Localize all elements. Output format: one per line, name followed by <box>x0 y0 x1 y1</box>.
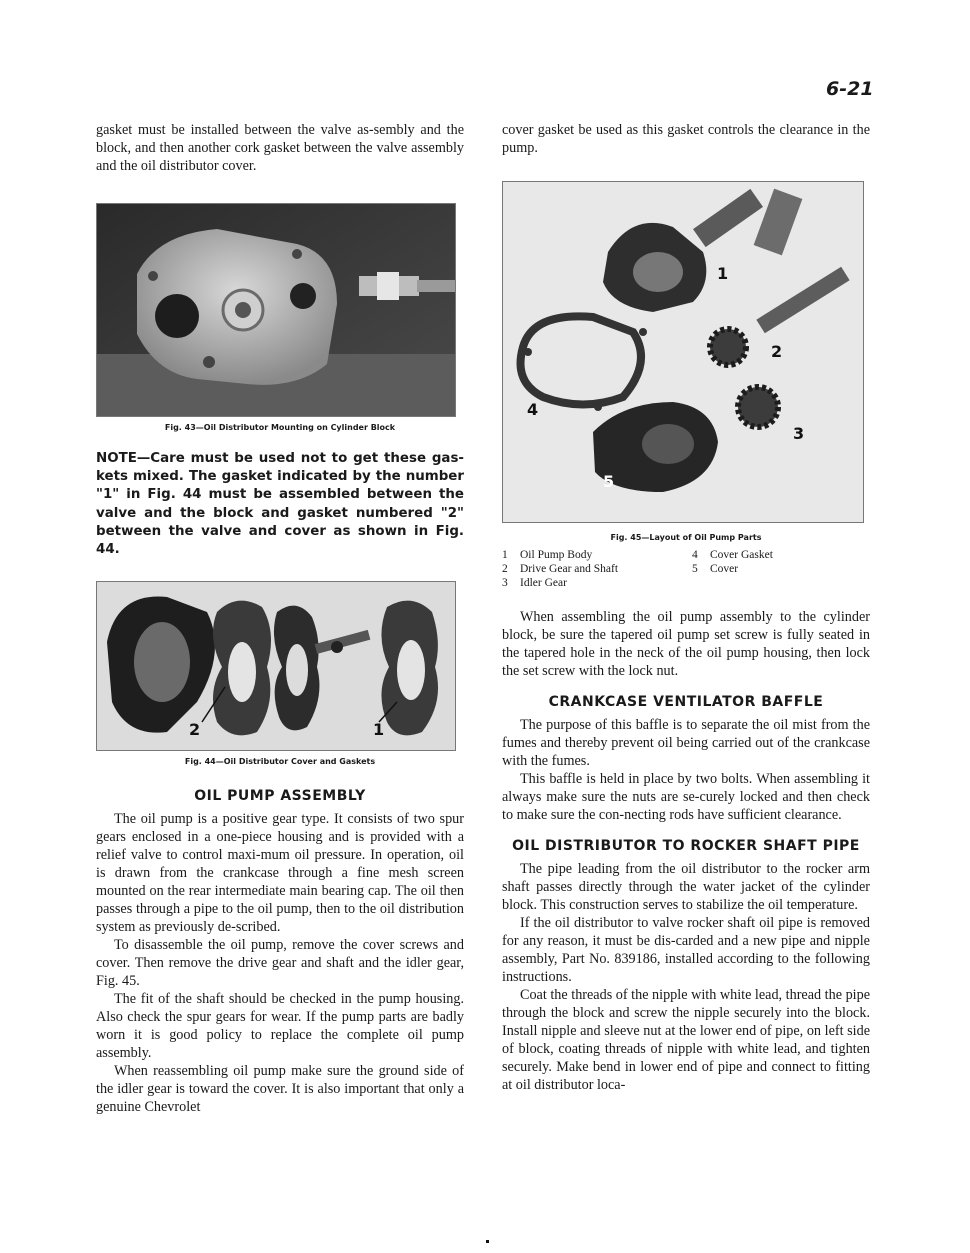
left-column <box>96 121 464 1116</box>
pipe-paragraph-3: Coat the threads of the nipple with white lead, thread the pipe through the block and screw the nipple securely into the block. Install nipple and sleeve nut at the lower end of pipe, on left side of block, coating threads of nipple with white lead, and tighten securely. Make bend in lower end of pipe and connect to fitting at oil distributor loca- <box>502 987 870 1093</box>
figure-44-caption: Fig. 44—Oil Distributor Cover and Gaskets <box>184 757 376 767</box>
right-column <box>502 121 870 1094</box>
pump-assembly-paragraph: When assembling the oil pump assembly to the cylinder block, be sure the tapered oil pump set screw is fully seated in the tapered hole in the neck of the oil pump housing, then lock the set screw with the lock nut. <box>502 609 870 679</box>
crankcase-baffle-heading: CRANKCASE VENTILATOR BAFFLE <box>548 694 824 710</box>
oil-distributor-photo <box>97 204 455 416</box>
parts-list-item: 4 Cover Gasket <box>692 549 773 561</box>
rocker-shaft-pipe-heading: OIL DISTRIBUTOR TO ROCKER SHAFT PIPE <box>512 838 860 854</box>
parts-list <box>502 548 870 590</box>
baffle-paragraph-2: This baffle is held in place by two bolts. When assembling it always make sure the nuts are se-curely locked and then check to make sure the con-necting rods have sufficient clearance. <box>502 771 870 823</box>
oil-pump-paragraph-3: The fit of the shaft should be checked in the pump housing. Also check the spur gears for wear. If the pump parts are badly worn it is good policy to replace the complete oil pump assembly. <box>96 991 464 1062</box>
figure-43-photo <box>96 203 456 417</box>
parts-list-item: 1 Oil Pump Body <box>502 549 593 561</box>
oil-pump-paragraph-1: The oil pump is a positive gear type. It consists of two spur gears enclosed in a one-piece housing and is provided with a relief valve to control maxi-mum oil pressure. In operation, oil is drawn from the crankcase through a fine mesh screen mounted on the rear intermediate main bearing cap. The oil then passes through a pipe to the oil pump, then to the oil distribution system as previously de-scribed. <box>96 811 464 936</box>
parts-list-item: 2 Drive Gear and Shaft <box>502 563 619 575</box>
oil-pump-parts-photo <box>503 182 863 522</box>
page-dot <box>486 1240 489 1243</box>
parts-list-item: 5 Cover <box>692 563 739 575</box>
oil-pump-assembly-heading: OIL PUMP ASSEMBLY <box>194 788 366 805</box>
figure-45-label-5: 5 <box>603 472 615 491</box>
figure-45-label-4: 4 <box>527 400 539 419</box>
figure-44-label-2: 2 <box>189 720 201 740</box>
page-number: 6-21 <box>826 78 874 100</box>
baffle-paragraph-1: The purpose of this baffle is to separate the oil mist from the fumes and thereby prevent oil being carried out of the crankcase with the fumes. <box>502 717 870 769</box>
figure-45-label-3: 3 <box>793 424 805 443</box>
right-intro-text: cover gasket be used as this gasket controls the clearance in the pump. <box>502 122 870 156</box>
figure-45-photo <box>502 181 864 523</box>
figure-45-label-2: 2 <box>771 342 783 361</box>
oil-pump-paragraph-2: To disassemble the oil pump, remove the cover screws and cover. Then remove the drive gear and shaft and the idler gear, Fig. 45. <box>96 937 464 990</box>
cover-and-gaskets-photo <box>97 582 455 750</box>
figure-45-label-1: 1 <box>717 264 729 283</box>
left-intro-text: gasket must be installed between the valve as-sembly and the block, and then another cork gasket between the valve assembly and the oil distributor cover. <box>96 122 464 174</box>
figure-44-label-1: 1 <box>373 720 385 740</box>
figure-44-photo <box>96 581 456 751</box>
note-text: NOTE—Care must be used not to get these gas-kets mixed. The gasket indicated by the number "1" in Fig. 44 must be assembled between the valve and the block and gasket numbered "2" between the valve and cover as shown in Fig. 44. <box>96 451 464 558</box>
pipe-paragraph-2: If the oil distributor to valve rocker shaft oil pipe is removed for any reason, it must be dis-carded and a new pipe and nipple assembly, Part No. 839186, installed according to the following instructions. <box>502 915 870 985</box>
parts-list-item: 3 Idler Gear <box>502 577 567 589</box>
pipe-paragraph-1: The pipe leading from the oil distributor to the rocker arm shaft passes directly through the water jacket of the cylinder block. This construction serves to stabilize the oil temperature. <box>502 861 870 913</box>
figure-43-caption: Fig. 43—Oil Distributor Mounting on Cylinder Block <box>164 423 396 432</box>
oil-pump-paragraph-4: When reassembling oil pump make sure the ground side of the idler gear is toward the cover. It is also important that only a genuine Chevrolet <box>96 1063 464 1116</box>
figure-45-caption: Fig. 45—Layout of Oil Pump Parts <box>610 533 762 542</box>
